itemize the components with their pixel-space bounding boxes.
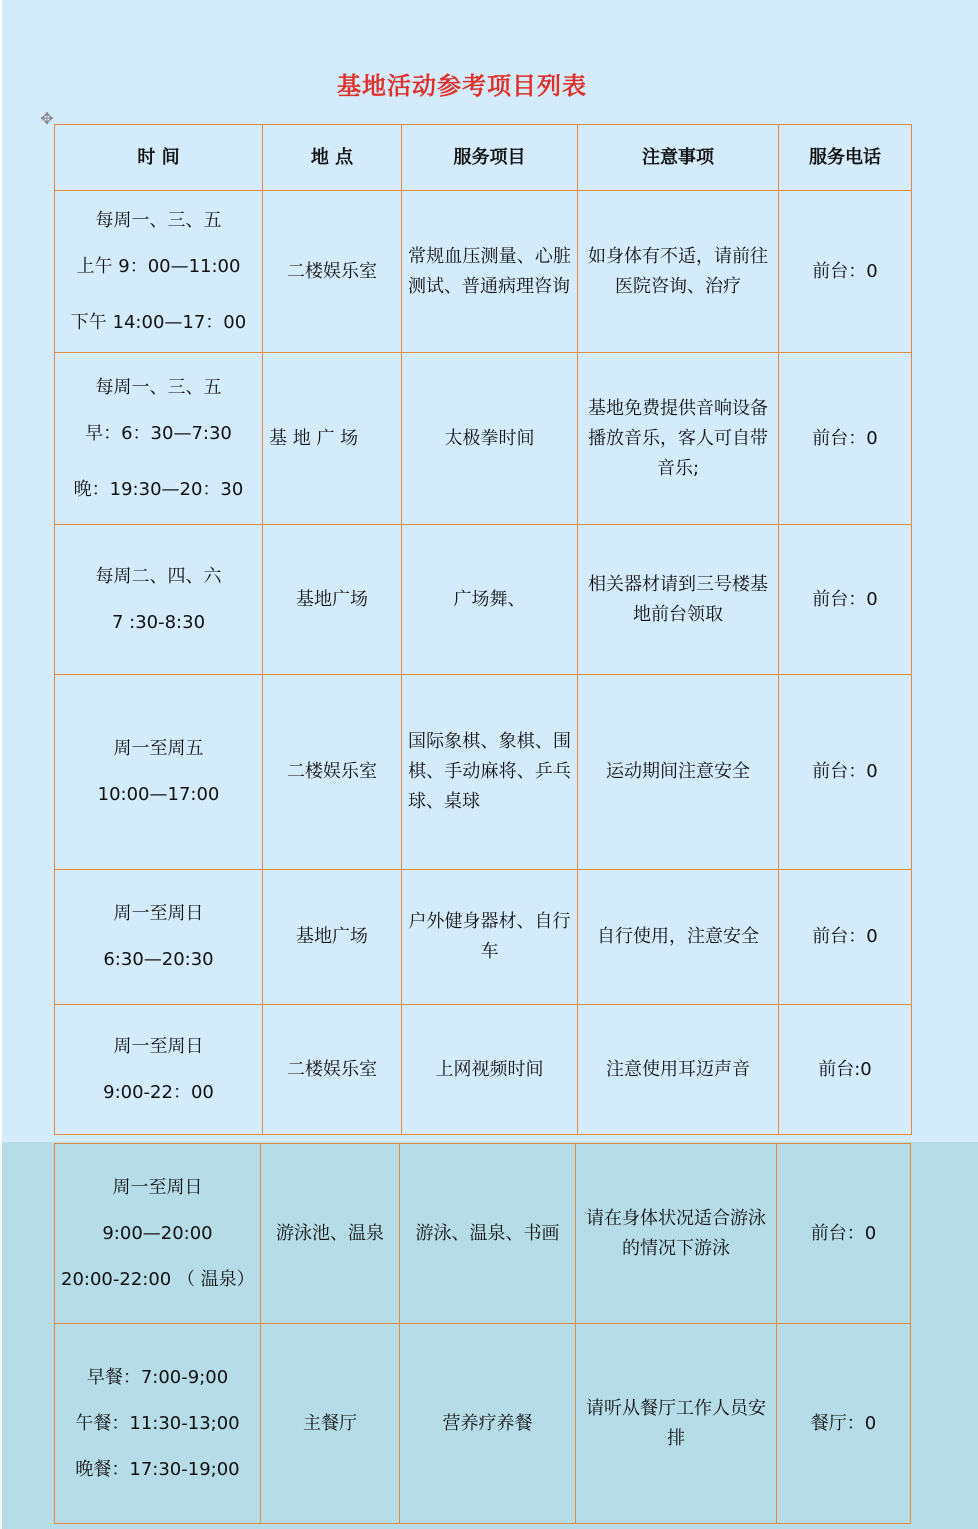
note-cell: 请听从餐厅工作人员安排 bbox=[576, 1324, 777, 1524]
time-slot: 9:00-22：00 bbox=[103, 1081, 214, 1103]
service-cell: 国际象棋、象棋、围棋、手动麻将、乒乓球、桌球 bbox=[402, 675, 578, 870]
service-cell: 游泳、温泉、书画 bbox=[400, 1144, 576, 1324]
table-header-row bbox=[55, 125, 912, 191]
header-service: 服务项目 bbox=[402, 125, 578, 191]
place-cell: 主餐厅 bbox=[261, 1324, 400, 1524]
phone-cell: 前台：0 bbox=[779, 675, 912, 870]
service-cell: 广场舞、 bbox=[402, 525, 578, 675]
time-days: 周一至周日 bbox=[112, 1176, 203, 1198]
note-cell: 基地免费提供音响设备播放音乐，客人可自带音乐; bbox=[578, 353, 779, 525]
table-row bbox=[55, 870, 912, 1005]
header-note: 注意事项 bbox=[578, 125, 779, 191]
place-cell: 游泳池、温泉 bbox=[261, 1144, 400, 1324]
time-cell bbox=[55, 870, 263, 1005]
time-slot: 20:00-22:00 （ 温泉） bbox=[61, 1268, 255, 1290]
table-row bbox=[55, 525, 912, 675]
time-days: 每周二、四、六 bbox=[95, 565, 222, 587]
time-slot: 10:00—17:00 bbox=[97, 784, 220, 805]
place-cell: 基地广场 bbox=[263, 870, 402, 1005]
place-cell: 二楼娱乐室 bbox=[263, 1005, 402, 1135]
note-cell: 请在身体状况适合游泳的情况下游泳 bbox=[576, 1144, 777, 1324]
table-move-handle-icon[interactable]: ✥ bbox=[40, 109, 54, 128]
time-days: 每周一、三、五 bbox=[95, 209, 222, 231]
table-row bbox=[55, 1144, 911, 1324]
header-time: 时 间 bbox=[55, 125, 263, 191]
phone-cell: 前台：0 bbox=[779, 525, 912, 675]
time-slot: 下午 14:00—17：00 bbox=[70, 311, 247, 333]
table-row bbox=[55, 1324, 911, 1524]
meal-time: 早餐：7:00-9;00 bbox=[86, 1366, 229, 1388]
note-cell: 自行使用，注意安全 bbox=[578, 870, 779, 1005]
meal-time: 晚餐：17:30-19;00 bbox=[75, 1458, 240, 1480]
service-cell: 常规血压测量、心脏测试、普通病理咨询 bbox=[402, 191, 578, 353]
note-cell: 相关器材请到三号楼基地前台领取 bbox=[578, 525, 779, 675]
table-row bbox=[55, 191, 912, 353]
table-row bbox=[55, 1005, 912, 1135]
service-cell: 营养疗养餐 bbox=[400, 1324, 576, 1524]
time-slot: 早：6：30—7:30 bbox=[85, 422, 232, 444]
phone-cell: 餐厅：0 bbox=[777, 1324, 911, 1524]
phone-cell: 前台：0 bbox=[777, 1144, 911, 1324]
activity-table bbox=[54, 124, 912, 1135]
time-days: 每周一、三、五 bbox=[95, 376, 222, 398]
phone-cell: 前台:0 bbox=[779, 1005, 912, 1135]
phone-cell: 前台：0 bbox=[779, 870, 912, 1005]
note-cell: 运动期间注意安全 bbox=[578, 675, 779, 870]
time-slot: 晚：19:30—20：30 bbox=[73, 478, 244, 500]
place-cell: 二楼娱乐室 bbox=[263, 191, 402, 353]
note-cell: 注意使用耳迈声音 bbox=[578, 1005, 779, 1135]
service-cell: 上网视频时间 bbox=[402, 1005, 578, 1135]
service-cell: 户外健身器材、自行车 bbox=[402, 870, 578, 1005]
activity-table-continued bbox=[54, 1143, 911, 1524]
header-place: 地 点 bbox=[263, 125, 402, 191]
time-cell bbox=[55, 1144, 261, 1324]
time-cell bbox=[55, 675, 263, 870]
page-title: 基地活动参考项目列表 bbox=[337, 71, 587, 100]
meal-time: 午餐：11:30-13;00 bbox=[75, 1412, 240, 1434]
table-row bbox=[55, 353, 912, 525]
service-cell: 太极拳时间 bbox=[402, 353, 578, 525]
phone-cell: 前台：0 bbox=[779, 191, 912, 353]
header-phone: 服务电话 bbox=[779, 125, 912, 191]
time-cell bbox=[55, 525, 263, 675]
time-days: 周一至周日 bbox=[113, 1035, 204, 1057]
phone-cell: 前台：0 bbox=[779, 353, 912, 525]
note-cell: 如身体有不适，请前往医院咨询、治疗 bbox=[578, 191, 779, 353]
place-cell: 基地广场 bbox=[263, 525, 402, 675]
time-slot: 7 :30-8:30 bbox=[111, 611, 206, 633]
table-row bbox=[55, 675, 912, 870]
time-slot: 9:00—20:00 bbox=[102, 1222, 213, 1244]
time-days: 周一至周日 bbox=[113, 903, 204, 924]
time-slot: 上午 9：00—11:00 bbox=[76, 255, 241, 277]
time-cell bbox=[55, 353, 263, 525]
time-cell bbox=[55, 1005, 263, 1135]
time-slot: 6:30—20:30 bbox=[103, 949, 214, 970]
time-cell bbox=[55, 1324, 261, 1524]
place-cell: 二楼娱乐室 bbox=[263, 675, 402, 870]
time-days: 周一至周五 bbox=[113, 738, 204, 759]
time-cell bbox=[55, 191, 263, 353]
place-cell: 基 地 广 场 bbox=[263, 353, 402, 525]
